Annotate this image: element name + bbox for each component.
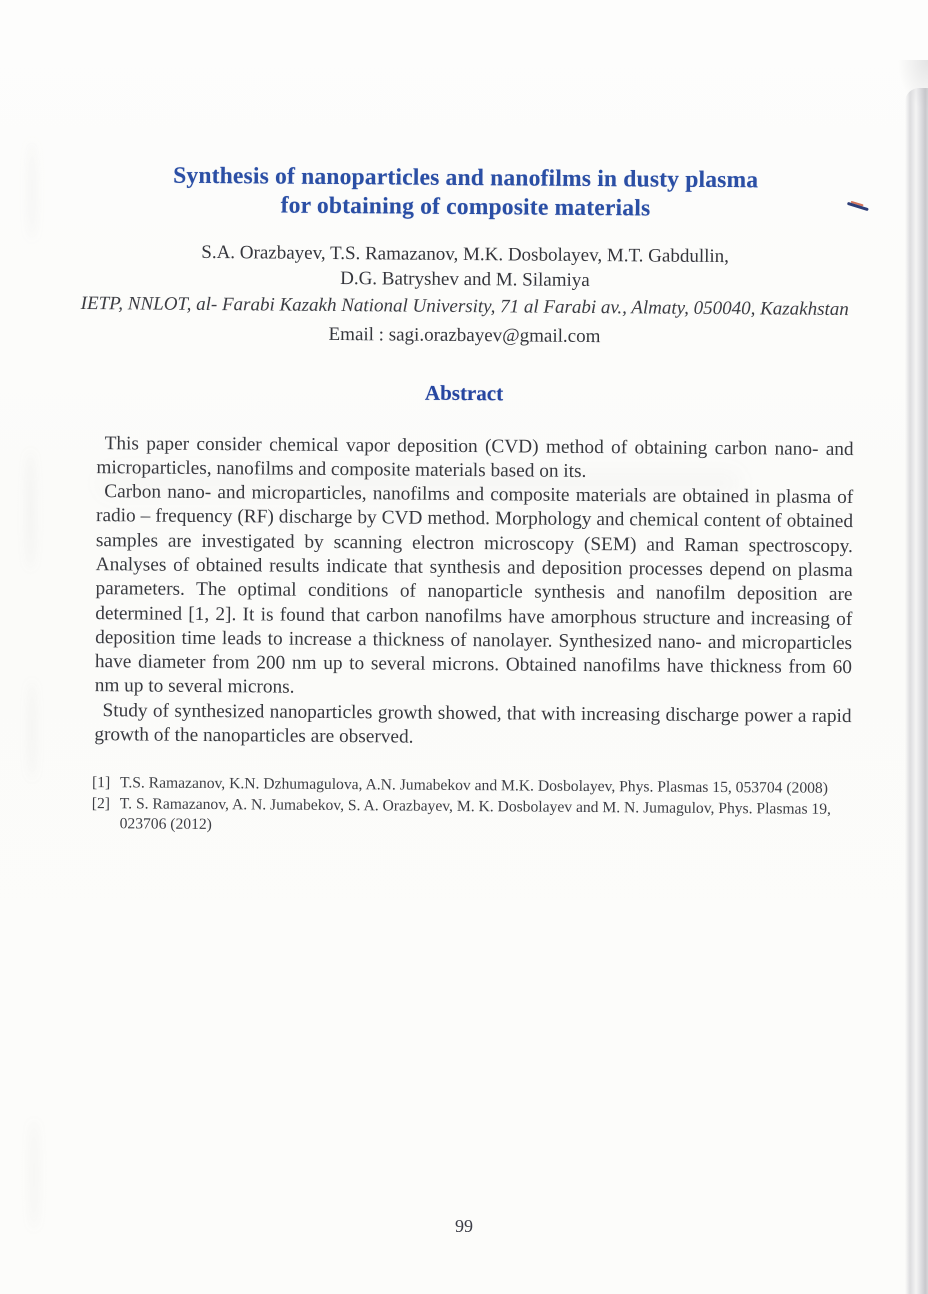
page-number: 99	[455, 1216, 473, 1236]
paper-title	[1, 160, 928, 224]
abstract-body	[94, 432, 853, 754]
reference-list	[92, 773, 862, 839]
abstract-heading: Abstract	[424, 380, 504, 405]
author-list-line2: D.G. Batryshev and M. Silamiya	[340, 267, 590, 291]
reference-text: T.S. Ramazanov, K.N. Dzhumagulova, A.N. Jumabekov and M.K. Dosbolayev, Phys. Plasmas 15, 053704 (2008)	[119, 774, 829, 798]
affiliation: IETP, NNLOT, al- Farabi Kazakh National University, 71 al Farabi av., Almaty, 050040, Kazakhstan	[80, 292, 849, 321]
reference-label: [2]	[91, 795, 111, 813]
reference-text: T. S. Ramazanov, A. N. Jumabekov, S. A. Orazbayev, M. K. Dosbolayev and M. N. Jumagulov, Phys. Plasmas 19, 023706 (2012)	[119, 795, 832, 833]
abstract-paragraph: Carbon nano- and microparticles, nanofilms and composite materials are obtained in plasma of radio – frequency (RF) discharge by CVD method. Morphology and chemical content of obtained samples are investigated by scanning electron microscopy (SEM) and Raman spectroscopy. Analyses of obtained results indicate that synthesis and deposition processes depend on plasma parameters. The optimal conditions of nanoparticle synthesis and nanofilm deposition are determined [1, 2]. It is found that carbon nanofilms have amorphous structure and increasing of deposition time leads to increase a thickness of nanolayer. Synthesized nano- and microparticles have diameter from 200 nm up to several microns. Obtained nanofilms have thickness from 60 nm up to several microns.	[94, 481, 854, 699]
paper-title-line1: Synthesis of nanoparticles and nanofilms in dusty plasma	[173, 162, 759, 194]
reference-label: [1]	[91, 774, 111, 792]
reference-item	[92, 794, 862, 839]
author-list-line1: S.A. Orazbayev, T.S. Ramazanov, M.K. Dosbolayev, M.T. Gabdullin,	[201, 241, 730, 268]
paper-title-line2: for obtaining of composite materials	[280, 192, 651, 221]
scan-artifact	[30, 1120, 38, 1230]
abstract-paragraph: This paper consider chemical vapor deposition (CVD) method of obtaining carbon nano- and microparticles, nanofilms and composite materials based on its.	[96, 432, 854, 482]
abstract-paragraph: Study of synthesized nanoparticles growth showed, that with increasing discharge power a rapid growth of the nanoparticles are observed.	[94, 699, 852, 748]
author-list	[1, 239, 928, 295]
contact-email: Email : sagi.orazbayev@gmail.com	[328, 323, 601, 347]
